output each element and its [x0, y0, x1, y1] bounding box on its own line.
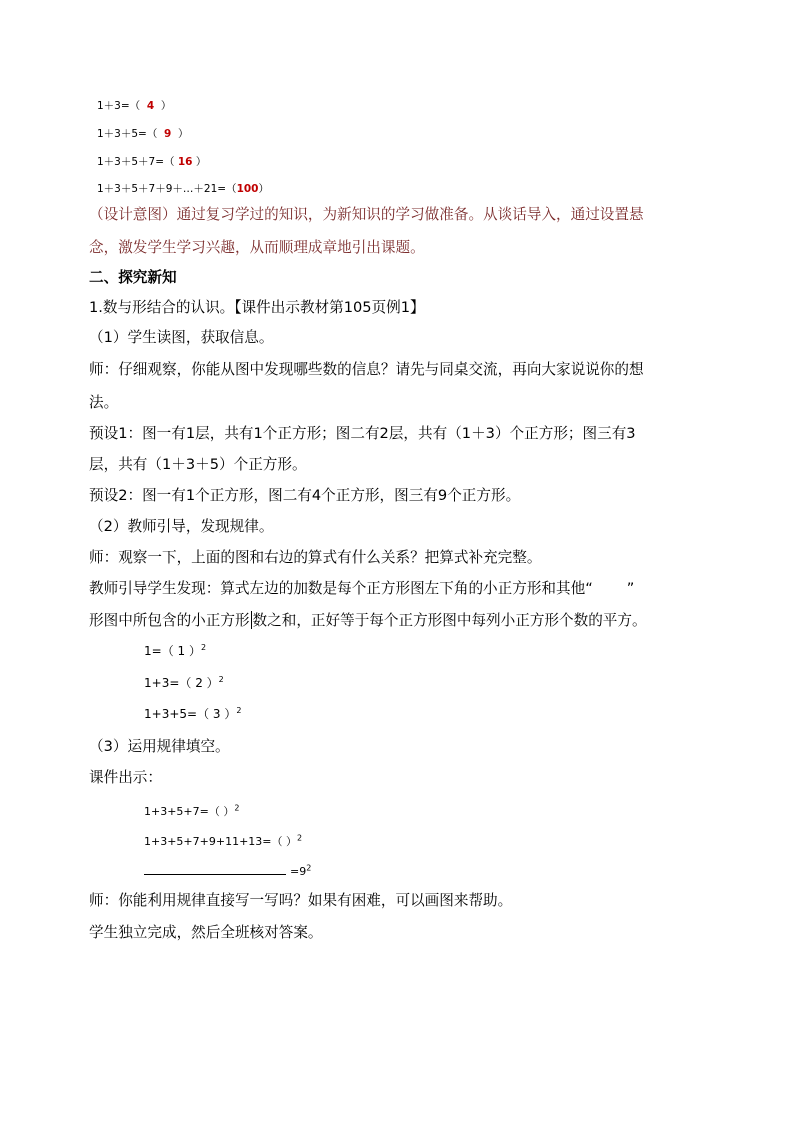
paragraph: 师：观察一下，上面的图和右边的算式有什么关系？把算式补充完整。 [89, 549, 542, 566]
fill-formula: $=9^2$ [144, 862, 311, 880]
paragraph: 预设2：图一有1个正方形，图二有4个正方形，图三有9个正方形。 [89, 487, 521, 504]
paragraph: 师：仔细观察，你能从图中发现哪些数的信息？请先与同桌交流，再向大家说说你的想 [89, 361, 644, 378]
paragraph: 课件出示： [89, 769, 162, 786]
paragraph: 预设1：图一有1层，共有1个正方形；图二有2层，共有（1＋3）个正方形；图三有3 [89, 425, 636, 442]
paragraph: 1.数与形结合的认识。【课件出示教材第105页例1】 [89, 299, 425, 316]
review-line: 1＋3=（ 4 ） [97, 100, 172, 112]
text-cursor [251, 611, 252, 629]
formula: 1+3+5=（ 3 ）$^2$ [144, 706, 242, 721]
answer: 4 [146, 100, 155, 112]
formula: 1+3=（ 2 ）$^2$ [144, 675, 224, 690]
answer: 100 [236, 183, 259, 195]
answer: 16 [177, 156, 193, 168]
answer: 9 [164, 128, 172, 140]
review-line: 1＋3＋5＋7=（ 16 ） [97, 156, 207, 168]
fill-formula: 1+3+5+7=（ ）$^2$ [144, 803, 240, 818]
paragraph: 学生独立完成，然后全班核对答案。 [89, 924, 323, 941]
fill-formula: 1+3+5+7+9+11+13=（ ）$^2$ [144, 833, 303, 848]
paragraph: 教师引导学生发现：算式左边的加数是每个正方形图左下角的小正方形和其他“ ” [89, 580, 635, 597]
paragraph: 师：你能利用规律直接写一写吗？如果有困难，可以画图来帮助。 [89, 892, 513, 909]
paragraph: 法。 [89, 394, 119, 411]
paragraph: 形图中所包含的小正方形 数之和，正好等于每个正方形图中每列小正方形个数的平方。 [89, 612, 647, 629]
design-intent-line: 念，激发学生学习兴趣，从而顺理成章地引出课题。 [89, 239, 425, 256]
review-line: 1＋3＋5=（ 9 ） [97, 128, 189, 140]
paragraph: （3）运用规律填空。 [89, 738, 230, 755]
paragraph: 层，共有（1＋3＋5）个正方形。 [89, 456, 307, 473]
formula: 1=（ 1 ）$^2$ [144, 643, 207, 658]
answer-blank [144, 862, 286, 875]
review-line: 1＋3＋5＋7＋9＋…＋21=（100） [97, 183, 269, 195]
paragraph: （2）教师引导，发现规律。 [89, 518, 274, 535]
design-intent-line: （设计意图）通过复习学过的知识，为新知识的学习做准备。从谈话导入，通过设置悬 [89, 206, 644, 223]
paragraph: （1）学生读图，获取信息。 [89, 329, 274, 346]
section-title: 二、探究新知 [89, 269, 177, 286]
